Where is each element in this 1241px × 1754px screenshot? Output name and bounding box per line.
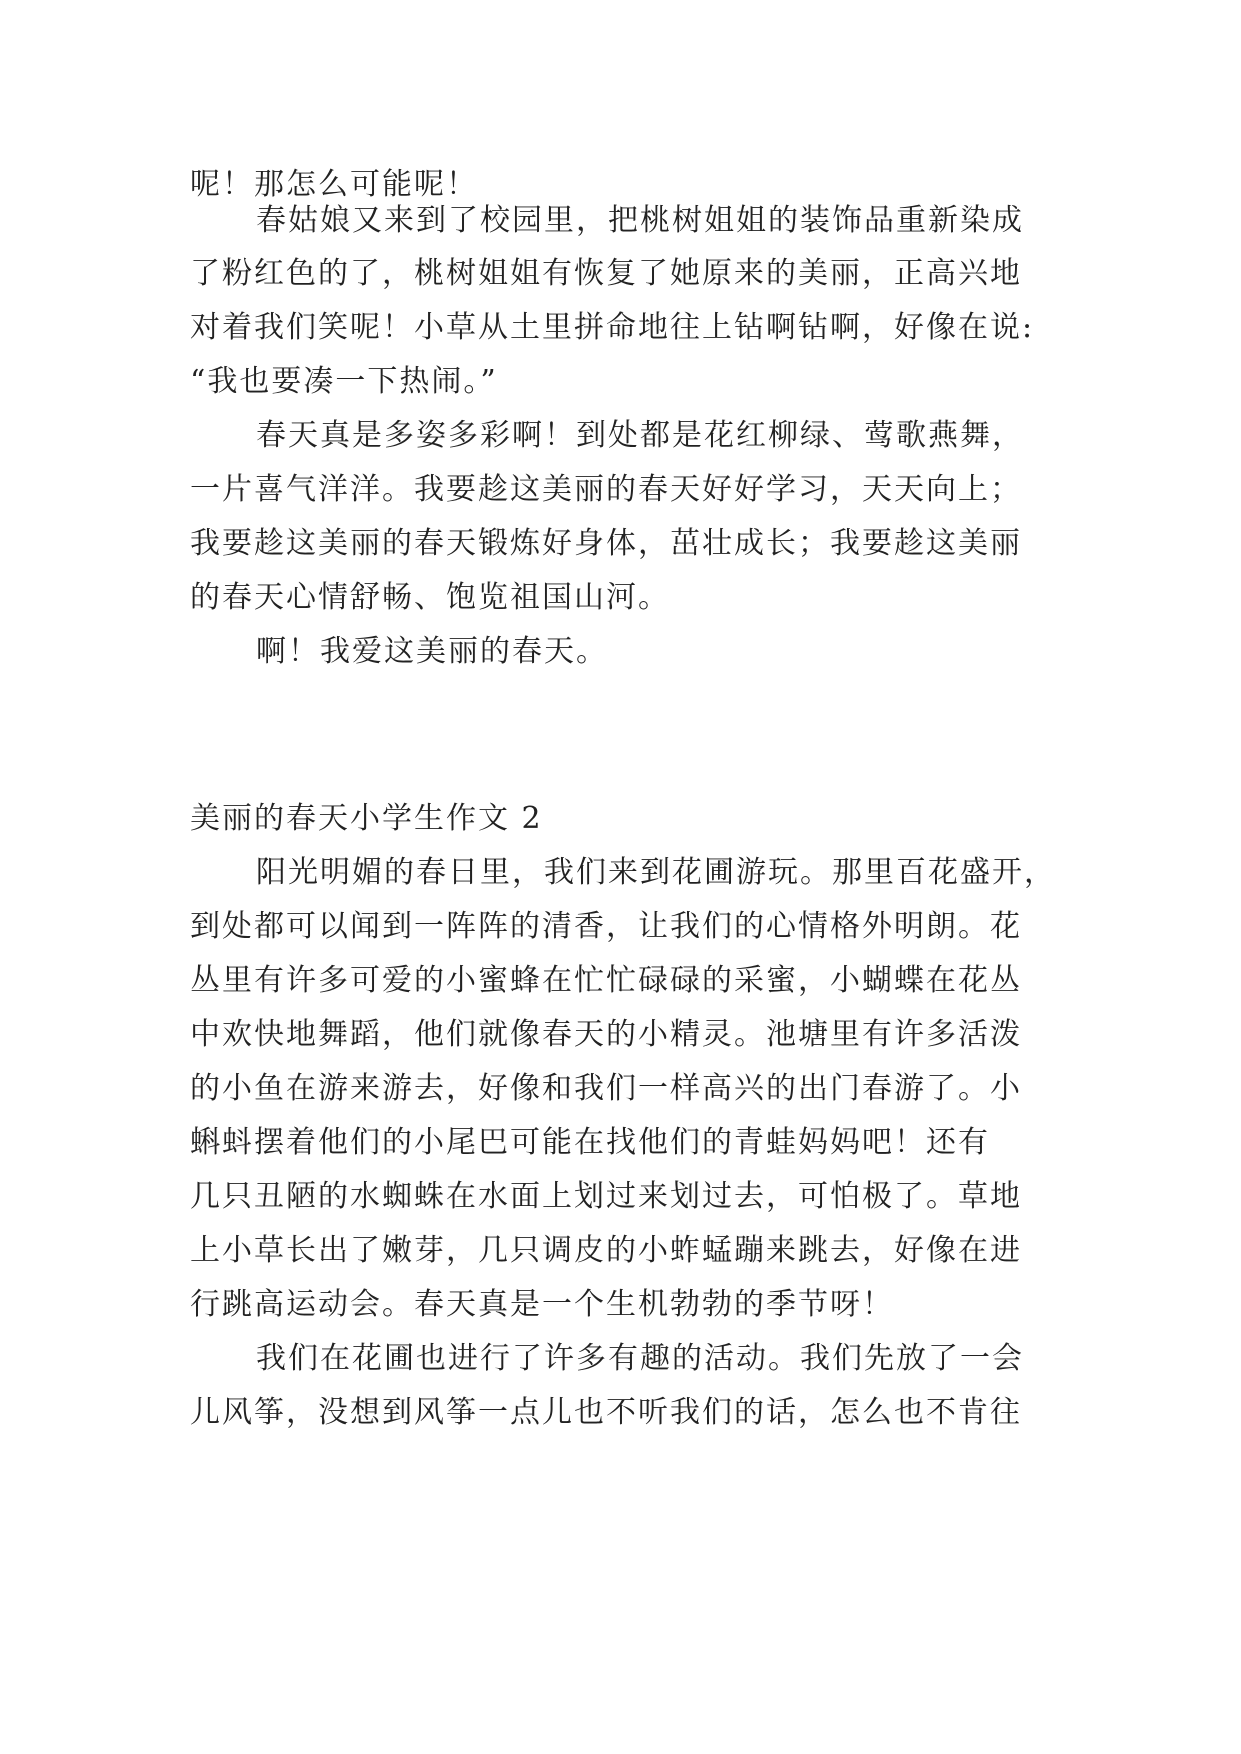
text-line: “我也要凑一下热闹。” [190, 364, 498, 399]
text-line: 儿风筝，没想到风筝一点儿也不听我们的话，怎么也不肯往 [190, 1395, 1022, 1430]
text-line: 行跳高运动会。春天真是一个生机勃勃的季节呀！ [190, 1287, 894, 1322]
paragraph-first-line: 啊！我爱这美丽的春天。 [256, 634, 608, 669]
text-line: 了粉红色的了，桃树姐姐有恢复了她原来的美丽，正高兴地 [190, 256, 1022, 291]
text-line: 中欢快地舞蹈，他们就像春天的小精灵。池塘里有许多活泼 [190, 1017, 1022, 1052]
text-line: 我要趁这美丽的春天锻炼好身体，茁壮成长；我要趁这美丽 [190, 526, 1022, 561]
section-heading: 美丽的春天小学生作文 2 [190, 801, 543, 836]
paragraph-first-line: 春天真是多姿多彩啊！到处都是花红柳绿、莺歌燕舞， [256, 418, 1024, 453]
text-line: 一片喜气洋洋。我要趁这美丽的春天好好学习，天天向上； [190, 472, 1022, 507]
paragraph-first-line: 我们在花圃也进行了许多有趣的活动。我们先放了一会 [256, 1341, 1024, 1376]
text-line: 呢！那怎么可能呢！ [190, 167, 478, 202]
text-line: 几只丑陋的水蜘蛛在水面上划过来划过去，可怕极了。草地 [190, 1179, 1022, 1214]
text-line: 上小草长出了嫩芽，几只调皮的小蚱蜢蹦来跳去，好像在进 [190, 1233, 1022, 1268]
text-line: 的小鱼在游来游去，好像和我们一样高兴的出门春游了。小 [190, 1071, 1022, 1106]
text-line: 的春天心情舒畅、饱览祖国山河。 [190, 580, 670, 615]
paragraph-first-line: 春姑娘又来到了校园里，把桃树姐姐的装饰品重新染成 [256, 203, 1024, 238]
text-line: 蝌蚪摆着他们的小尾巴可能在找他们的青蛙妈妈吧！还有 [190, 1125, 990, 1160]
text-line: 对着我们笑呢！小草从土里拼命地往上钻啊钻啊，好像在说: [190, 310, 1035, 345]
text-line: 到处都可以闻到一阵阵的清香，让我们的心情格外明朗。花 [190, 909, 1022, 944]
paragraph-first-line: 阳光明媚的春日里，我们来到花圃游玩。那里百花盛开， [256, 855, 1056, 890]
text-line: 丛里有许多可爱的小蜜蜂在忙忙碌碌的采蜜，小蝴蝶在花丛 [190, 963, 1022, 998]
